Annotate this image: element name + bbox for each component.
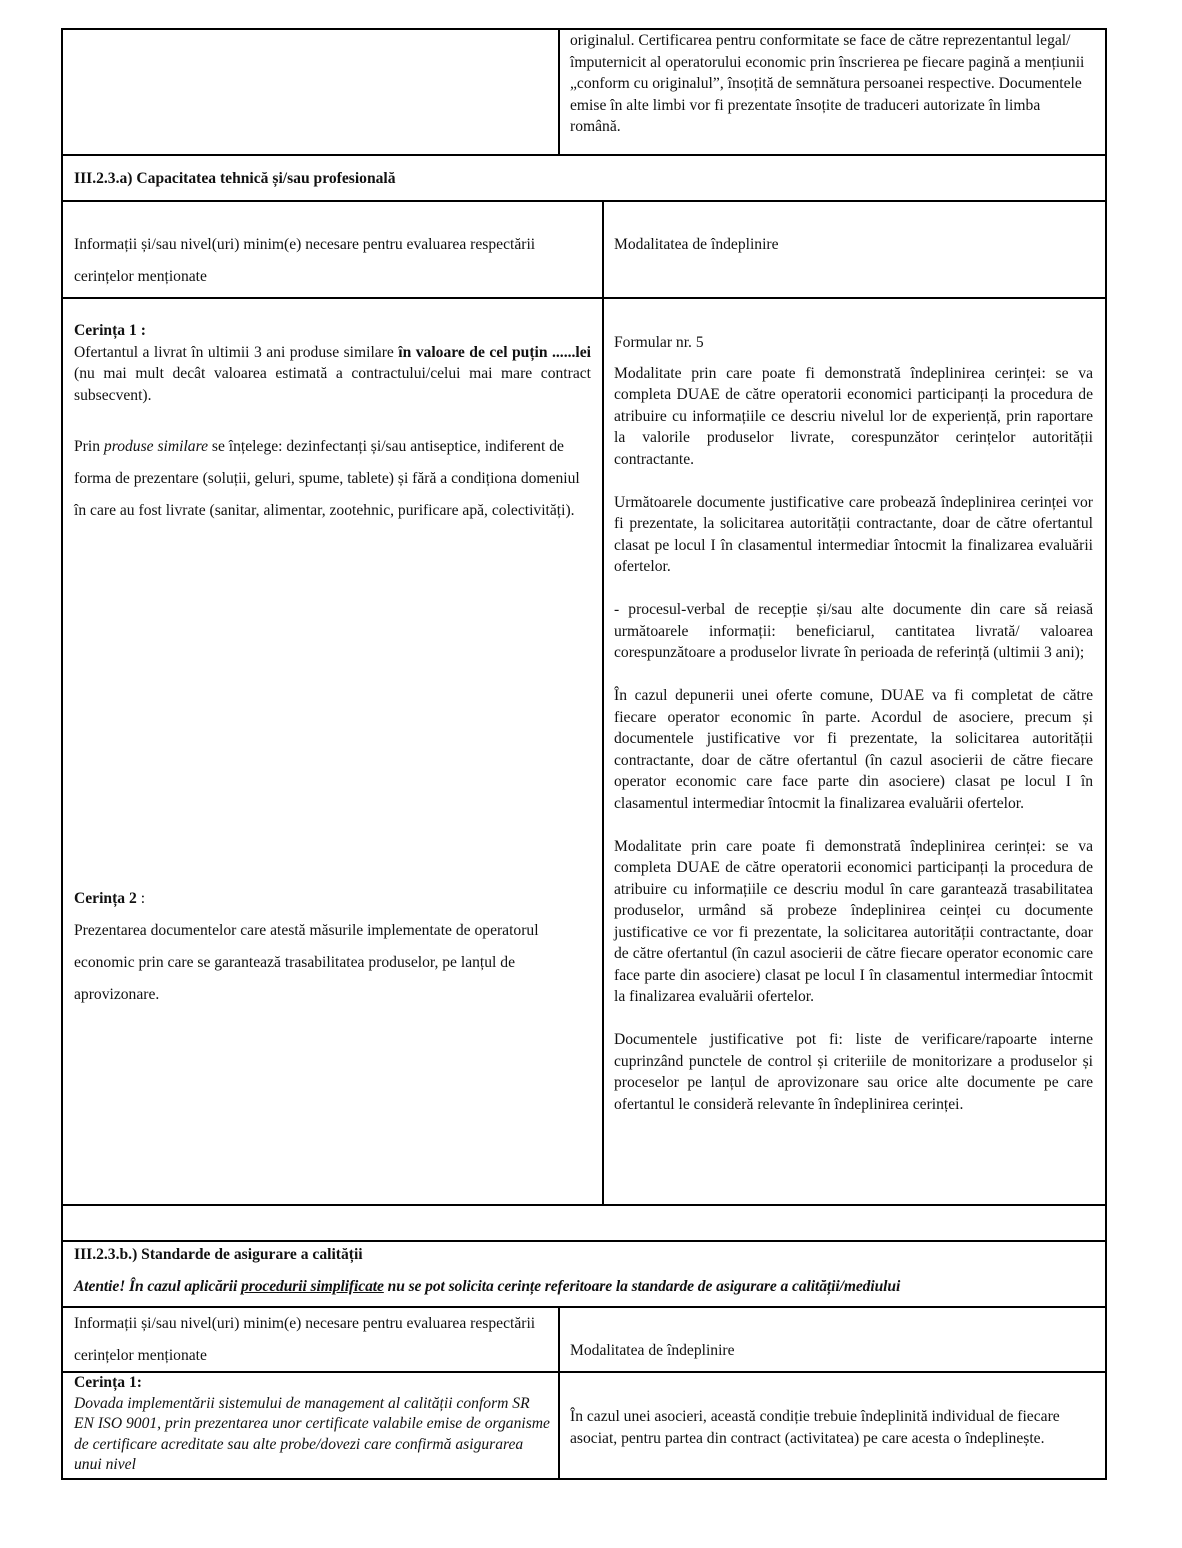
row-divider	[61, 1240, 1106, 1242]
requirement-1	[74, 320, 591, 406]
fulfillment-method	[614, 332, 1093, 1115]
column-divider	[558, 28, 560, 154]
section-b-header-right: Modalitatea de îndeplinire	[570, 1342, 735, 1359]
top-continuation-text: originalul. Certificarea pentru conformitate se face de către reprezentantul legal/împuternicit al operatorului economic prin înscrierea pe fiecare pagină a mențiunii „conform cu originalul”, însoțită de semnătura persoanei respective. Documentele emise în alte limbi vor fi prezentate însoțite de traduceri autorizate în limba română.	[570, 32, 1085, 135]
section-b-fulfillment: În cazul unei asocieri, această condiție trebuie îndeplinită individual de fiecare asociat, pentru partea din contract (activitatea) pe care acesta o îndeplinește.	[570, 1408, 1060, 1447]
simplified-procedure-link: procedurii simplificate	[241, 1278, 384, 1295]
requirement-2-label: Cerința 2	[74, 890, 137, 907]
fulfillment-paragraph-6: Documentele justificative pot fi: liste de verificare/rapoarte interne cuprinzând punctele de control și criteriile de monitorizare a produselor și proceselor pe lanțul de aprovizonare sau orice alte documente pe care ofertantul le consideră relevante în îndeplinirea cerinței.	[614, 1031, 1093, 1113]
section-b-title: III.2.3.b.) Standarde de asigurare a calității	[74, 1246, 363, 1263]
requirement-1-value: în valoare de cel puțin ......lei	[398, 343, 591, 361]
requirement-1-label: Cerința 1 :	[74, 322, 146, 339]
fulfillment-paragraph-5: Modalitate prin care poate fi demonstrată îndeplinirea cerinței: se va completa DUAE de către operatorii economici participanți la procedura de atribuire cu informațiile ce descriu modul în care garantează trasabilitatea produselor, urmând să probeze îndeplinirea ceinței cu documente justificative ce vor fi prezentate, la solicitarea autorității contractante, doar de către ofertantul (în cazul asocierii de către fiecare operator economic care face parte din asociere) clasat pe locul I în clasamentul intermediar întocmit la finalizarea evaluării ofertelor.	[614, 837, 1093, 1005]
fulfillment-paragraph-4: În cazul depunerii unei oferte comune, DUAE va fi completat de către fiecare operator economic în parte. Acordul de asociere, precum și documentele justificative vor fi prezentate, la solicitarea autorității contractante, doar de către ofertantul (în cazul asocierii de către fiecare operator economic care face parte din asociere) clasat pe locul I în clasamentul intermediar întocmit la finalizarea evaluării ofertelor.	[614, 687, 1093, 812]
requirement-1-text: Ofertantul a livrat în ultimii 3 ani produse similare	[74, 343, 399, 361]
row-divider	[61, 200, 1106, 202]
requirement-2: Cerința 2 : Prezentarea documentelor care atestă măsurile implementate de operatorul economic prin care se garantează trasabilitatea produselor, pe lanțul de aprovizonare.	[74, 883, 591, 1011]
section-b-requirement-1-text: Dovada implementării sistemului de management al calității conform SR EN ISO 9001, prin prezentarea unor certificate valabile emise de organisme de certificare acreditate sau alte probe/dovezi care confirmă asigurarea unui nivel	[74, 1394, 550, 1473]
header-left: Informații și/sau nivel(uri) minim(e) necesare pentru evaluarea respectării cerințelor menționate	[74, 236, 536, 285]
table-left-border	[61, 28, 63, 1480]
column-divider	[558, 1306, 560, 1480]
requirement-2-text: Prezentarea documentelor care atestă măsurile implementate de operatorul economic prin care se garantează trasabilitatea produselor, pe lanțul de aprovizonare.	[74, 922, 539, 1003]
form-number: Formular nr. 5	[614, 334, 704, 351]
similar-products-definition: Prin produse similare se înțelege: dezinfectanți și/sau antiseptice, indiferent de forma de prezentare (soluții, geluri, spume, tablete) și fără a condiționa domeniul în care au fost livrate (sanitar, alimentar, zootehnic, purificare apă, colectivități).	[74, 438, 580, 519]
section-b-header-left: Informații și/sau nivel(uri) minim(e) necesare pentru evaluarea respectării cerințelor menționate	[74, 1315, 536, 1364]
simplified-procedure-notice: Atentie! În cazul aplicării procedurii simplificate nu se pot solicita cerințe referitoare la standarde de asigurare a calității/mediului	[74, 1278, 901, 1295]
similar-products-term: produse similare	[103, 438, 209, 455]
column-divider	[602, 200, 604, 1204]
section-b-requirement-1	[74, 1373, 552, 1476]
row-divider	[61, 1204, 1106, 1206]
section-b-requirement-1-label: Cerința 1:	[74, 1374, 142, 1391]
table-right-border	[1105, 28, 1107, 1480]
table-bottom-border	[61, 1478, 1106, 1480]
row-divider	[61, 154, 1106, 156]
requirement-1-text-end: (nu mai mult decât valoarea estimată a contractului/celui mai mare contract subsecvent).	[74, 365, 591, 404]
row-divider	[61, 297, 1106, 299]
section-a-title: III.2.3.a) Capacitatea tehnică și/sau profesională	[74, 170, 396, 187]
fulfillment-paragraph-1: Modalitate prin care poate fi demonstrată îndeplinirea cerinței: se va completa DUAE de către operatorii economici participanți la procedura de atribuire cu informațiile ce descriu nivelul lor de experiență, prin raportare la valorile produselor livrate, corespunzător cerințelor autorității contractante.	[614, 364, 1093, 468]
fulfillment-paragraph-2: Următoarele documente justificative care probează îndeplinirea cerinței vor fi prezentate, la solicitarea autorității contractante, doar de către ofertantul clasat pe locul I în clasamentul intermediar întocmit la finalizarea evaluării ofertelor.	[614, 493, 1093, 575]
header-right: Modalitatea de îndeplinire	[614, 236, 779, 253]
fulfillment-paragraph-3: - procesul-verbal de recepție și/sau alte documente din care să reiasă următoarele informații: beneficiarul, cantitatea livrată/ valoarea corespunzătoare a produselor livrate în perioada de referință (ultimii 3 ani);	[614, 601, 1093, 661]
